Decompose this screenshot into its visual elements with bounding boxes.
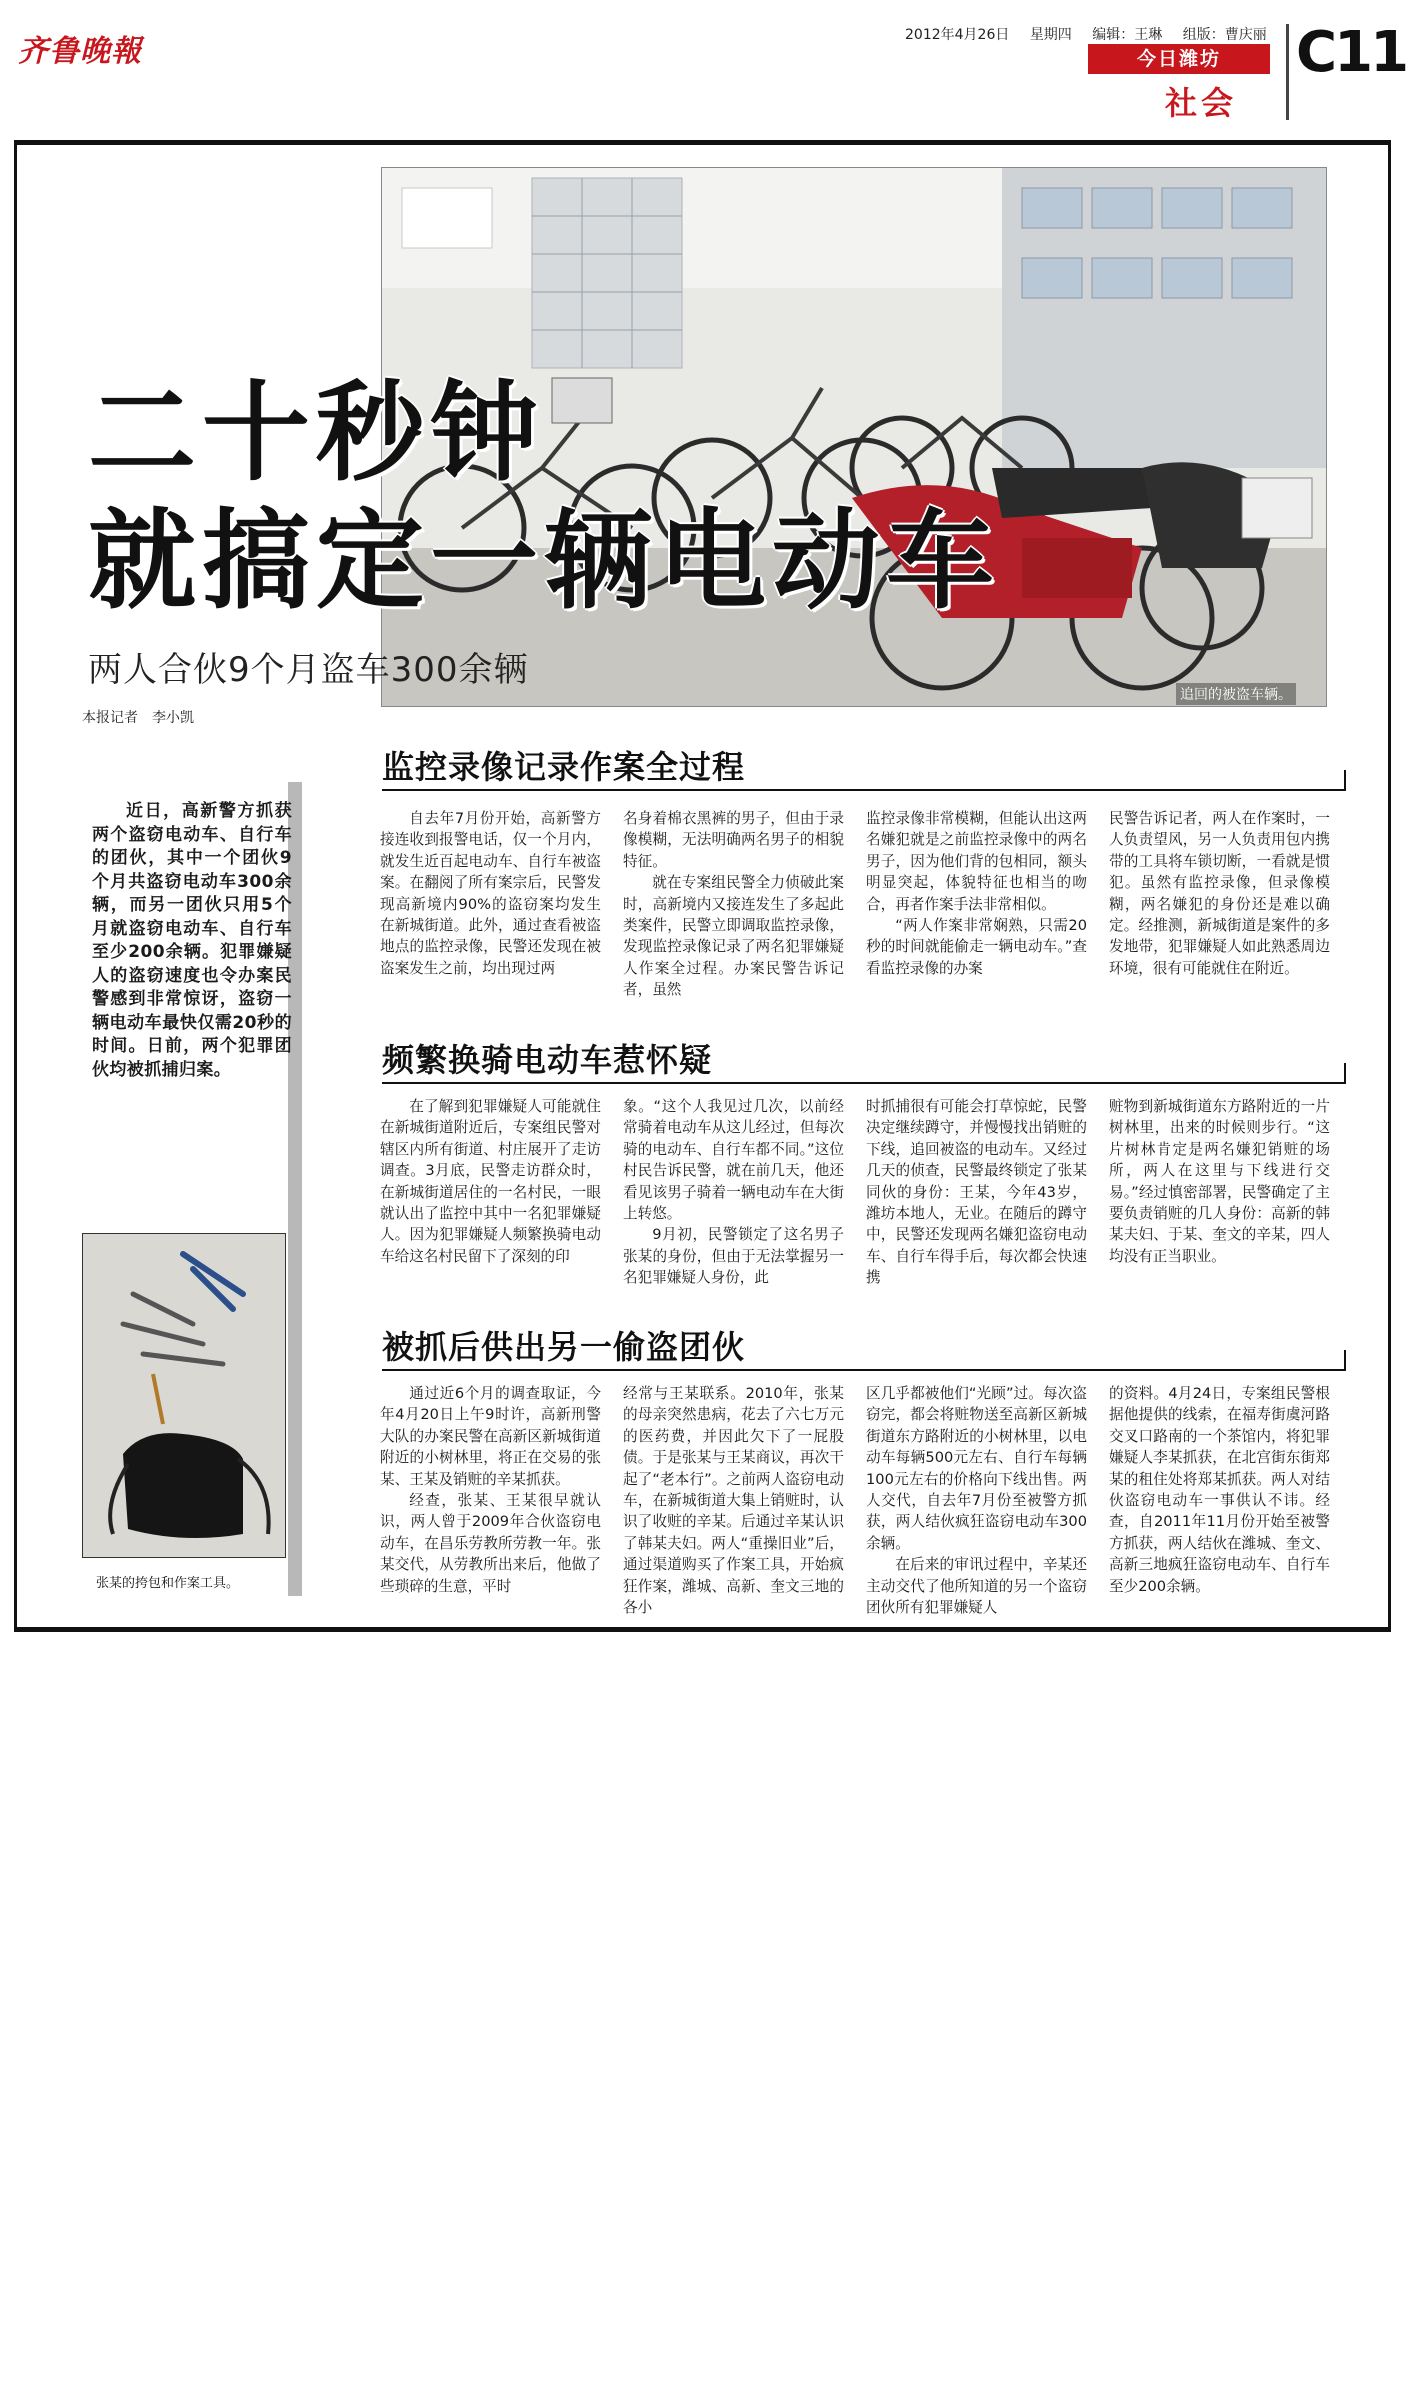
headline-line-2: 就搞定一辆电动车: [88, 499, 1001, 624]
article-paragraph: 时抓捕很有可能会打草惊蛇，民警决定继续蹲守，并慢慢找出销赃的下线，追回被盗的电动车。又经过几天的侦查，民警最终锁定了张某同伙的身份：王某，今年43岁，潍坊本地人，无业。在随后的蹲守中，民警还发现两名嫌犯盗窃电动车、自行车得手后，每次都会快速携: [866, 1098, 1087, 1287]
article-paragraph: 区几乎都被他们“光顾”过。每次盗窃完，都会将赃物送至高新区新城街道东方路附近的小树林里，以电动车每辆500元左右、自行车每辆100元左右的价格向下线出售。两人交代，自去年7月份至被警方抓获，两人结伙疯狂盗窃电动车300余辆。: [866, 1385, 1087, 1552]
section-1-col-1: [380, 808, 601, 979]
tools-caption: 张某的挎包和作案工具。: [96, 1576, 240, 1591]
section-2-col-4: [1109, 1096, 1330, 1267]
section-3-title: 被抓后供出另一偷盗团伙: [382, 1328, 746, 1366]
article-paragraph: 象。“这个人我见过几次，以前经常骑着电动车从这儿经过，但每次骑的电动车、自行车都不同。”这位村民告诉民警，就在前几天，他还看见该男子骑着一辆电动车在大街上转悠。: [623, 1098, 844, 1223]
article-paragraph: “两人作案非常娴熟，只需20秒的时间就能偷走一辆电动车。”查看监控录像的办案: [866, 917, 1087, 977]
article-paragraph: 自去年7月份开始，高新警方接连收到报警电话，仅一个月内，就发生近百起电动车、自行车被盗案。在翻阅了所有案宗后，民警发现高新境内90%的盗窃案均发生在新城街道。此外，通过查看被盗地点的监控录像，民警还发现在被盗案发生之前，均出现过两: [380, 810, 601, 977]
article-paragraph: 经常与王某联系。2010年，张某的母亲突然患病，花去了六七万元的医药费，并因此欠下了一屁股债。于是张某与王某商议，再次干起了“老本行”。之前两人盗窃电动车，在新城街道大集上销赃时，认识了收赃的辛某。后通过辛某认识了韩某夫妇。两人“重操旧业”后，通过渠道购买了作案工具，开始疯狂作案，潍城、高新、奎文三地的各小: [623, 1385, 844, 1617]
section-1-rule: [382, 789, 1346, 791]
section-3-col-2: [623, 1383, 844, 1618]
article-paragraph: 民警告诉记者，两人在作案时，一人负责望风，另一人负责用包内携带的工具将车锁切断，一看就是惯犯。虽然有监控录像，但录像模糊，两名嫌犯的身份还是难以确定。经推测，新城街道是案件的多发地带，犯罪嫌疑人如此熟悉周边环境，很有可能就住在附近。: [1109, 810, 1330, 977]
article-paragraph: 监控录像非常模糊，但能认出这两名嫌犯就是之前监控录像中的两名男子，因为他们背的包相同，额头明显突起，体貌特征也相当的吻合，再者作案手法非常相似。: [866, 810, 1087, 913]
article-paragraph: 通过近6个月的调查取证，今年4月20日上午9时许，高新刑警大队的办案民警在高新区新城街道附近的小树林里，将正在交易的张某、王某及销赃的辛某抓获。: [380, 1385, 601, 1488]
section-3-rule: [382, 1369, 1346, 1371]
section-2-col-2: [623, 1096, 844, 1289]
tools-illustration: [83, 1234, 285, 1557]
section-1-col-2: [623, 808, 844, 1001]
section-2-rule: [382, 1082, 1346, 1084]
issue-date: 2012年4月26日: [905, 27, 1010, 43]
section-3-col-3: [866, 1383, 1087, 1618]
article-paragraph: 在了解到犯罪嫌疑人可能就住在新城街道附近后，专案组民警对辖区内所有街道、村庄展开了走访调查。3月底，民警走访群众时，在新城街道居住的一名村民，一眼就认出了监控中其中一名犯罪嫌疑人。因为犯罪嫌疑人频繁换骑电动车给这名村民留下了深刻的印: [380, 1098, 601, 1265]
page-number: C11: [1296, 20, 1407, 85]
article-paragraph: 就在专案组民警全力侦破此案时，高新境内又接连发生了多起此类案件，民警立即调取监控录像，发现监控录像记录了两名犯罪嫌疑人作案全过程。办案民警告诉记者，虽然: [623, 874, 844, 999]
section-1-hook: [1344, 770, 1346, 790]
section-3-col-4: [1109, 1383, 1330, 1597]
article-paragraph: 9月初，民警锁定了这名男子张某的身份，但由于无法掌握另一名犯罪嫌疑人身份，此: [623, 1226, 844, 1287]
section-2-title: 频繁换骑电动车惹怀疑: [382, 1041, 713, 1079]
article-paragraph: 经查，张某、王某很早就认识，两人曾于2009年合伙盗窃电动车，在昌乐劳教所劳教一年。张某交代，从劳教所出来后，他做了些琐碎的生意，平时: [380, 1492, 601, 1595]
byline: 本报记者 李小凯: [82, 710, 194, 726]
article-paragraph: 在后来的审讯过程中，辛某还主动交代了他所知道的另一个盗窃团伙所有犯罪嫌疑人: [866, 1556, 1087, 1617]
section-3-col-1: [380, 1383, 601, 1597]
section-1-title: 监控录像记录作案全过程: [382, 748, 746, 786]
article-paragraph: 的资料。4月24日，专案组民警根据他提供的线索，在福寿街虞河路交叉口路南的一个茶馆内，将犯罪嫌疑人李某抓获，在北宫街东街郑某的租住处将郑某抓获。两人对结伙盗窃电动车一事供认不讳。经查，自2011年11月份开始至被警方抓获，两人结伙在潍城、奎文、高新三地疯狂盗窃电动车、自行车至少200余辆。: [1109, 1385, 1330, 1595]
intro-text: 近日，高新警方抓获两个盗窃电动车、自行车的团伙，其中一个团伙9个月共盗窃电动车300余辆，而另一团伙只用5个月就盗窃电动车、自行车至少200余辆。犯罪嫌疑人的盗窃速度也令办案民警感到非常惊讶，盗窃一辆电动车最快仅需20秒的时间。日前，两个犯罪团伙均被抓捕归案。: [92, 801, 292, 1080]
tools-photo: [82, 1233, 286, 1558]
masthead-divider: [1286, 24, 1289, 120]
issue-info: [905, 24, 1283, 44]
section-1-col-3: [866, 808, 1087, 979]
editor-credit: 编辑：王琳: [1092, 27, 1163, 43]
newspaper-logo: 齐鲁晚報: [18, 34, 142, 69]
article-paragraph: 赃物到新城街道东方路附近的一片树林里，出来的时候则步行。“这片树林肯定是两名嫌犯销赃的场所，两人在这里与下线进行交易。”经过慎密部署，民警确定了主要负责销赃的几人身份：高新的韩某夫妇、于某、奎文的辛某，四人均没有正当职业。: [1109, 1098, 1330, 1265]
section-tag: 今日潍坊: [1088, 44, 1270, 74]
section-name: 社会: [1165, 84, 1238, 122]
issue-weekday: 星期四: [1029, 27, 1072, 43]
headline-line-1: 二十秒钟: [88, 371, 545, 496]
section-3-hook: [1344, 1350, 1346, 1370]
section-1-col-4: [1109, 808, 1330, 979]
layout-credit: 组版：曹庆丽: [1182, 27, 1267, 43]
section-2-col-3: [866, 1096, 1087, 1289]
article-paragraph: 名身着棉衣黑裤的男子，但由于录像模糊，无法明确两名男子的相貌特征。: [623, 810, 844, 870]
photo-caption: 追回的被盗车辆。: [1176, 683, 1296, 705]
section-2-col-1: [380, 1096, 601, 1267]
subheadline: 两人合伙9个月盗车300余辆: [88, 650, 529, 690]
section-2-hook: [1344, 1063, 1346, 1083]
